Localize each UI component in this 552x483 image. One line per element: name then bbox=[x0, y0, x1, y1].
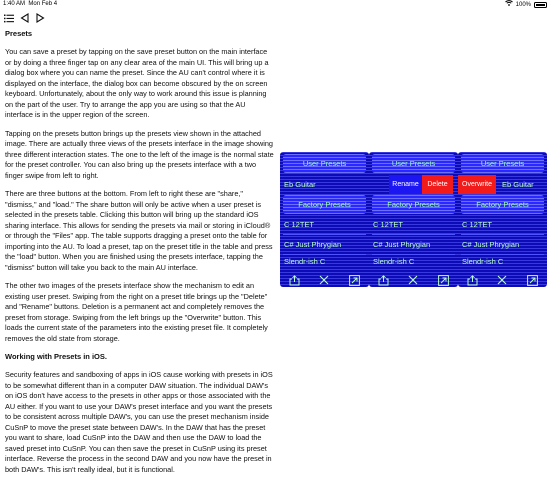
divider bbox=[283, 254, 366, 255]
divider bbox=[372, 254, 455, 255]
battery-icon bbox=[534, 2, 547, 8]
factory-preset-item[interactable]: Slendr-ish C bbox=[462, 257, 504, 265]
factory-preset-item[interactable]: C# Just Phrygian bbox=[373, 240, 431, 249]
paragraph-presets-view: Tapping on the presets button brings up the presets view shown in the attached image. There are actually three views of the presets interface in the image showing three different interaction states. The one to the left of the image is the normal state for the preset controller. You can also bring up the presets interface with a two finger swipe from left to right. bbox=[5, 128, 274, 180]
factory-preset-item[interactable]: C 12TET bbox=[462, 220, 493, 229]
battery-percent: 100% bbox=[515, 1, 531, 8]
overwrite-button[interactable]: Overwrite bbox=[458, 175, 496, 194]
dismiss-icon[interactable] bbox=[318, 274, 330, 286]
toolbar bbox=[3, 11, 46, 25]
factory-presets-header: Factory Presets bbox=[372, 195, 455, 214]
factory-preset-item[interactable]: Slendr-ish C bbox=[284, 257, 326, 265]
rename-button[interactable]: Rename bbox=[389, 175, 422, 194]
status-bar bbox=[0, 0, 552, 9]
share-icon[interactable] bbox=[378, 274, 390, 286]
user-presets-header: User Presets bbox=[283, 154, 366, 173]
presets-panel-swipe-right bbox=[369, 152, 458, 287]
panel-action-bar bbox=[458, 273, 547, 287]
forward-icon[interactable] bbox=[35, 12, 46, 24]
load-icon[interactable] bbox=[526, 274, 538, 286]
wifi-icon bbox=[505, 0, 513, 10]
share-icon[interactable] bbox=[289, 274, 301, 286]
divider bbox=[461, 234, 544, 235]
heading-ios-presets: Working with Presets in iOS. bbox=[5, 352, 107, 361]
paragraph-ios-presets: Security features and sandboxing of apps in iOS cause working with presets in iOS to be somewhat different than in a computer DAW situation. The individual DAW's on iOS don't have access to the presets in other apps or those associated with the AU either. If you want to use your DAW's preset interface and you want the presets to be consistent across multiple DAW's, you can use the preset mechanism inside CuSnP to move the preset state between DAW's. In the DAW that has the preset you want to share, load CuSnP into the DAW and then use the DAW to load the saved preset into CuSnP. You can then save the preset in CuSnP using its preset interface. Reverse the process in the second DAW and you now have the preset in both DAW's. This isn't really ideal, but it is functional. bbox=[5, 370, 273, 474]
factory-preset-item[interactable]: C# Just Phrygian bbox=[284, 240, 342, 249]
back-icon[interactable] bbox=[19, 12, 30, 24]
swipe-actions-row bbox=[458, 175, 547, 194]
share-icon[interactable] bbox=[467, 274, 479, 286]
divider bbox=[372, 234, 455, 235]
load-icon[interactable] bbox=[437, 274, 449, 286]
user-preset-item[interactable]: Eb Guitar bbox=[502, 180, 534, 189]
heading-presets: Presets bbox=[5, 29, 33, 38]
user-presets-header: User Presets bbox=[372, 154, 455, 173]
panel-action-bar bbox=[280, 273, 369, 287]
divider bbox=[461, 254, 544, 255]
dismiss-icon[interactable] bbox=[496, 274, 508, 286]
paragraph-edit-preset: The other two images of the presets interface show the mechanism to edit an existing user preset. Swiping from the right on a preset title brings up the "Delete" and "Rename" buttons. Deletion is a permanent act and completely removes the preset from storage. Swiping from the left brings up the "Overwrite" button. This loads the current state of the parameters into the existing preset file. It completely removes the old state from storage. bbox=[5, 281, 268, 343]
swipe-actions-row bbox=[369, 175, 458, 194]
status-date: Mon Feb 4 bbox=[28, 1, 58, 7]
paragraph-buttons: There are three buttons at the bottom. From left to right these are "share," "dismiss," and "load." The share button will only be active when a user preset is selected in the presets table. Clicking this button will bring up the standard iOS sharing interface. This allows for sending the presets via mail or storing in iCloud® or through the "Files" app. The table supports dragging a preset onto the table for importing into the AU. To load a preset, tap on the preset title in the table and press the "load" button. When you are finished using the presets interface, tapping the "dismiss" button will take you back to the main AU interface. bbox=[5, 189, 273, 272]
user-presets-header: User Presets bbox=[461, 154, 544, 173]
status-time: 1:40 AM bbox=[3, 1, 26, 7]
dismiss-icon[interactable] bbox=[407, 274, 419, 286]
list-icon[interactable] bbox=[3, 12, 14, 24]
delete-button[interactable]: Delete bbox=[422, 175, 453, 194]
status-time-date bbox=[3, 0, 57, 9]
factory-preset-item[interactable]: Slendr-ish C bbox=[373, 257, 415, 265]
factory-preset-item[interactable]: C# Just Phrygian bbox=[462, 240, 520, 249]
user-preset-item[interactable]: Eb Guitar bbox=[284, 180, 316, 189]
factory-preset-item[interactable]: C 12TET bbox=[373, 220, 404, 229]
divider bbox=[283, 234, 366, 235]
document-body bbox=[5, 29, 275, 483]
paragraph-save-preset: You can save a preset by tapping on the save preset button on the main interface or by doing a three finger tap on any clear area of the main UI. This will bring up a dialog box where you can name the preset. Since the AU can't control where it is displayed on the interface, the dialog box can become obscured by the on screen keyboard. Unfortunately, about the only way to work around this issue is planning on the part of the user. Try to arrange the app you are using so that the AU interface is in the upper region of the screen. bbox=[5, 47, 269, 119]
factory-preset-item[interactable]: C 12TET bbox=[284, 220, 315, 229]
factory-presets-header: Factory Presets bbox=[283, 195, 366, 214]
panel-action-bar bbox=[369, 273, 458, 287]
load-icon[interactable] bbox=[348, 274, 360, 286]
factory-presets-header: Factory Presets bbox=[461, 195, 544, 214]
presets-panel-swipe-left bbox=[458, 152, 547, 287]
presets-panel-normal bbox=[280, 152, 369, 287]
